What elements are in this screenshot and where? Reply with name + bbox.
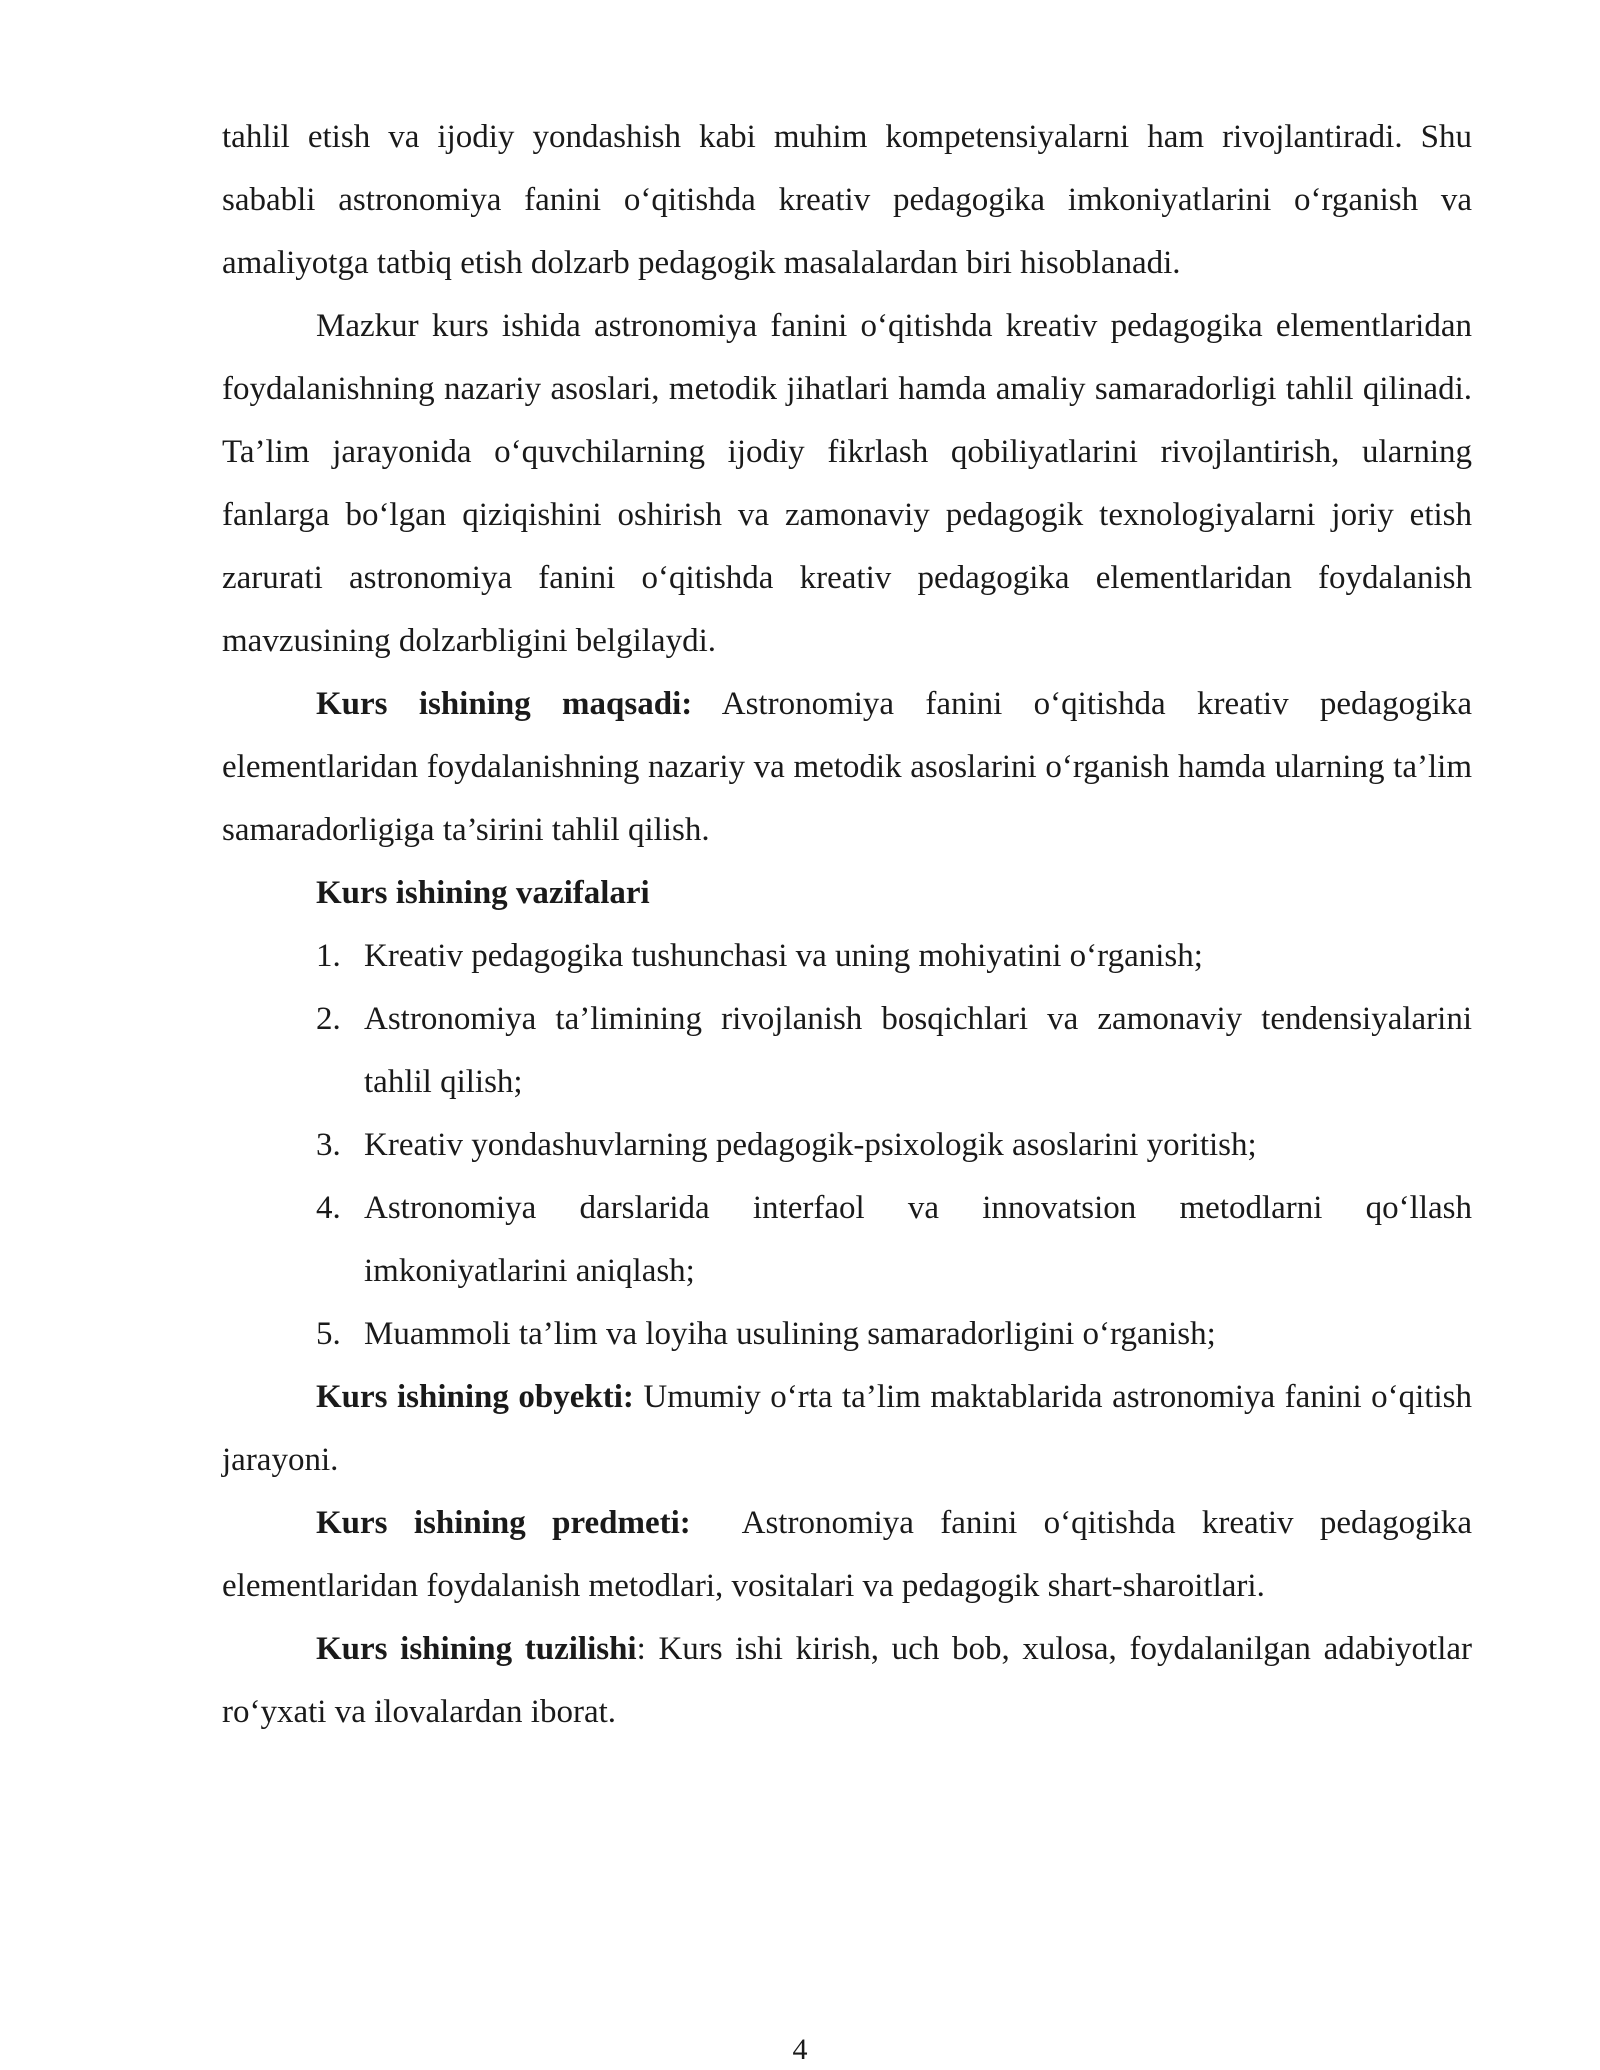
- object-label: Kurs ishining obyekti:: [316, 1379, 634, 1415]
- subject-paragraph: [222, 1492, 1481, 1618]
- list-item-text: Kreativ yondashuvlarning pedagogik-psixologik asoslarini yoritish;: [364, 1127, 1257, 1163]
- list-item: [222, 988, 1472, 1114]
- subject-text: Astronomiya fanini o‘qitishda kreativ pedagogika elementlaridan foydalanish metodlari, vositalari va pedagogik shart-sharoitlari.: [222, 1505, 1481, 1604]
- page-number: 4: [792, 2033, 808, 2066]
- tasks-heading: Kurs ishining vazifalari: [316, 875, 650, 911]
- list-item: [222, 1114, 1472, 1177]
- list-item: [222, 1177, 1472, 1303]
- list-item-number: 4.: [316, 1190, 341, 1226]
- goal-text: Astronomiya fanini o‘qitishda kreativ pedagogika elementlaridan foydalanishning nazariy va metodik asoslarini o‘rganish hamda ularning ta’lim samaradorligiga ta’sirini tahlil qilish.: [222, 686, 1472, 848]
- goal-paragraph: [222, 673, 1472, 862]
- list-item-number: 3.: [316, 1127, 341, 1163]
- list-item-number: 5.: [316, 1316, 341, 1352]
- object-paragraph: [222, 1366, 1472, 1492]
- list-item-text: Kreativ pedagogika tushunchasi va uning mohiyatini o‘rganish;: [364, 938, 1203, 974]
- subject-label: Kurs ishining predmeti:: [316, 1505, 691, 1541]
- structure-label: Kurs ishining tuzilishi: [316, 1631, 637, 1667]
- tasks-list: [222, 925, 1472, 1366]
- list-item-number: 2.: [316, 1001, 341, 1037]
- relevance-paragraph: Mazkur kurs ishida astronomiya fanini o‘qitishda kreativ pedagogika elementlaridan foydalanishning nazariy asoslari, metodik jihatlari hamda amaliy samaradorligi tahlil qilinadi. Ta’lim jarayonida o‘quvchilarning ijodiy fikrlash qobiliyatlarini rivojlantirish, ularning fanlarga bo‘lgan qiziqishini oshirish va zamonaviy pedagogik texnologiyalarni joriy etish zarurati astronomiya fanini o‘qitishda kreativ pedagogika elementlaridan foydalanish mavzusining dolzarbligini belgilaydi.: [222, 308, 1472, 659]
- document-page: [222, 106, 1481, 1744]
- structure-paragraph: [222, 1618, 1472, 1744]
- goal-label: Kurs ishining maqsadi:: [316, 686, 693, 722]
- list-item-text: Astronomiya darslarida interfaol va innovatsion metodlarni qo‘llash imkoniyatlarini aniqlash;: [364, 1190, 1472, 1289]
- object-text: Umumiy o‘rta ta’lim maktablarida astronomiya fanini o‘qitish jarayoni.: [222, 1379, 1472, 1478]
- list-item-text: Astronomiya ta’limining rivojlanish bosqichlari va zamonaviy tendensiyalarini tahlil qilish;: [364, 1001, 1472, 1100]
- list-item-number: 1.: [316, 938, 341, 974]
- list-item-text: Muammoli ta’lim va loyiha usulining samaradorligini o‘rganish;: [364, 1316, 1216, 1352]
- intro-paragraph-continued: tahlil etish va ijodiy yondashish kabi muhim kompetensiyalarni ham rivojlantiradi. Shu sababli astronomiya fanini o‘qitishda kreativ pedagogika imkoniyatlarini o‘rganish va amaliyotga tatbiq etish dolzarb pedagogik masalalardan biri hisoblanadi.: [222, 119, 1472, 281]
- list-item: [222, 1303, 1472, 1366]
- structure-text: : Kurs ishi kirish, uch bob, xulosa, foydalanilgan adabiyotlar ro‘yxati va ilovalardan iborat.: [222, 1631, 1473, 1730]
- list-item: [222, 925, 1472, 988]
